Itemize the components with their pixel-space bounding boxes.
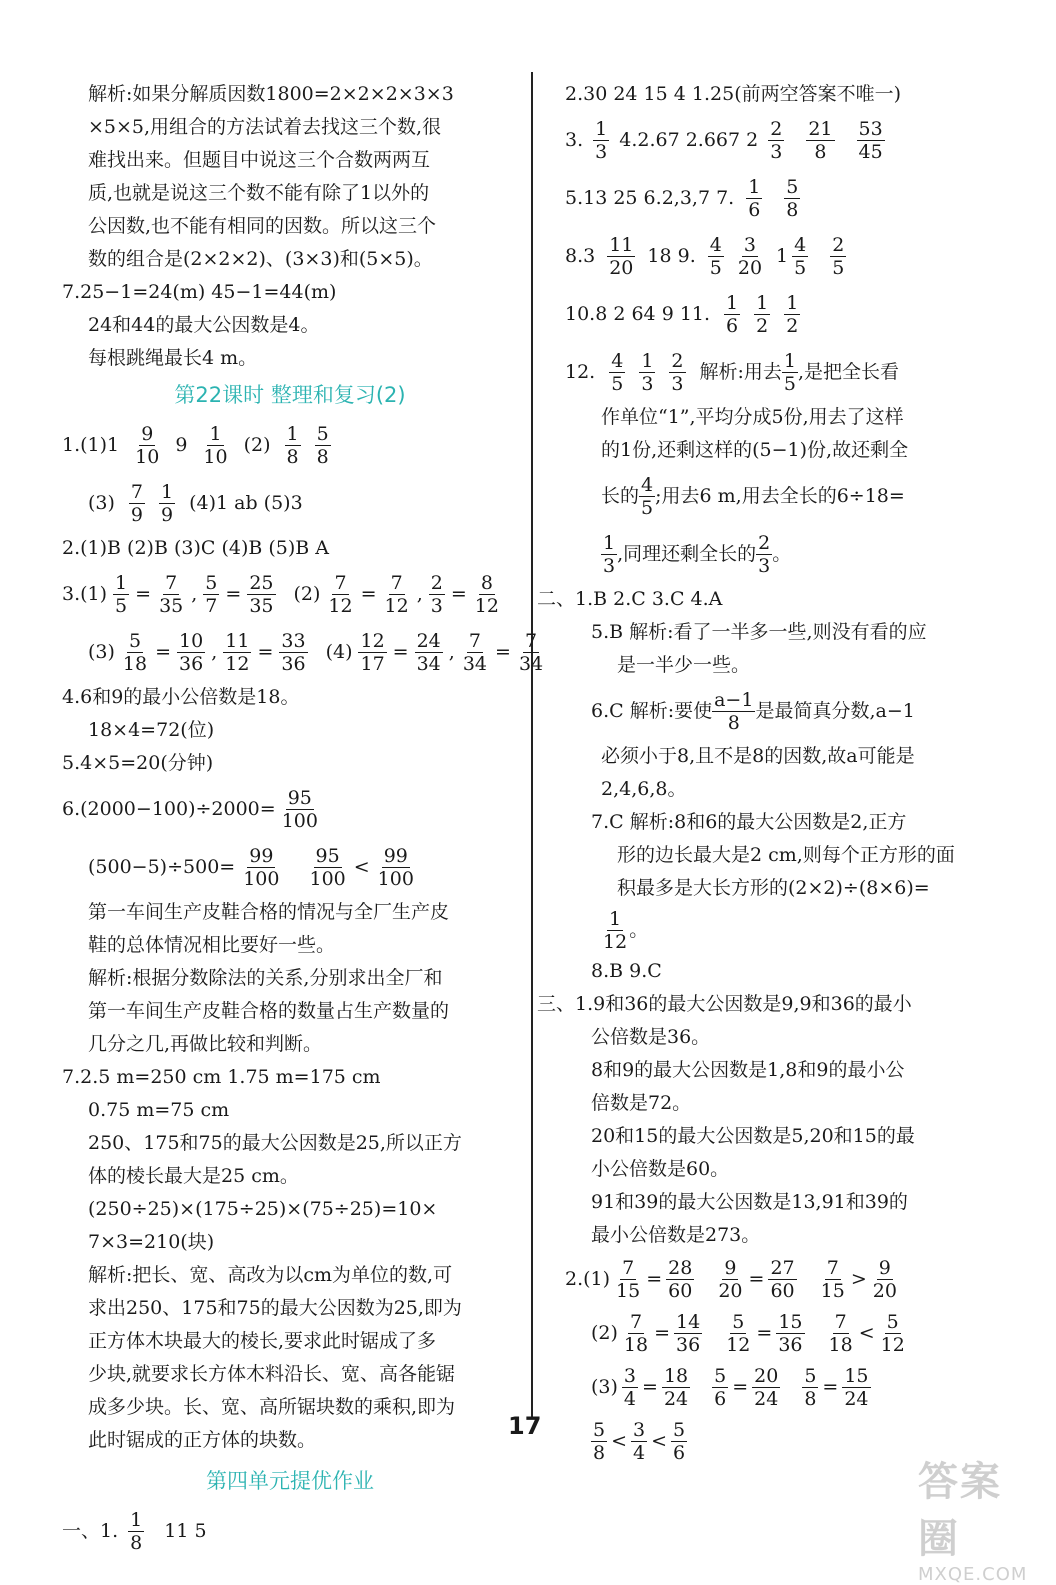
fraction: $\frac{12}{17}$	[360, 629, 385, 675]
answer-label: 1.(1)1	[62, 433, 120, 456]
fraction: $\frac{1}{8}$	[286, 422, 299, 468]
fraction: $\frac{7}{18}$	[828, 1310, 853, 1356]
answer-r12-analysis	[565, 401, 995, 583]
fraction: $\frac{7}{12}$	[328, 571, 353, 617]
answer-r2: 2.30 24 15 4 1.25(前两空答案不唯一)	[565, 83, 902, 105]
answer-text: 9	[175, 433, 188, 456]
fraction: $\frac{1}{12}$	[603, 907, 628, 953]
answer-text: (2)	[243, 433, 271, 456]
text-line: 几分之几,再做比较和判断。	[88, 1033, 323, 1055]
question-7	[62, 276, 518, 375]
answer-4-calc: 18×4=72(位)	[88, 719, 215, 741]
fraction: $\frac{27}{60}$	[770, 1256, 795, 1302]
answer-3-line-b: (3) $\frac{5}{18}$ = $\frac{10}{36}$ , $\frac{11}{12}$ = $\frac{33}{36}$ (4) $\frac{12}{17}$ = $\frac{24}{34}$ , $\frac{7}{34}$ = $\frac{7}{34}$	[88, 629, 544, 675]
text-line: 7.2.5 m=250 cm 1.75 m=175 cm	[62, 1066, 381, 1088]
analysis-inline	[700, 350, 900, 395]
fraction: $\frac{1}{3}$	[603, 531, 616, 577]
fraction: $\frac{2}{3}$	[770, 117, 783, 163]
fraction: $\frac{15}{24}$	[844, 1364, 869, 1410]
text-line: 8和9的最大公因数是1,8和9的最小公	[591, 1059, 905, 1081]
answer-3-line-a: 3.(1) $\frac{1}{5}$ = $\frac{7}{35}$ , $\frac{5}{7}$ = $\frac{25}{35}$ (2) $\frac{7}{12}$ = $\frac{7}{12}$ , $\frac{2}{3}$ = $\frac{8}{12}$	[62, 571, 499, 617]
text-line: 公倍数是36。	[591, 1026, 711, 1048]
fraction: $\frac{4}{5}$	[611, 349, 624, 395]
section-three	[537, 988, 995, 1252]
fraction: $\frac{1}{2}$	[786, 291, 799, 337]
answer-6-line-a	[62, 780, 518, 838]
answer-text: 1	[776, 244, 789, 267]
section-two-q6-cont	[565, 740, 995, 806]
fraction: $\frac{1}{5}$	[115, 571, 128, 617]
fraction: $\frac{1}{3}$	[595, 117, 608, 163]
fraction: $\frac{5}{7}$	[205, 571, 218, 617]
fraction: $\frac{24}{34}$	[416, 629, 441, 675]
column-divider	[531, 72, 533, 1417]
fraction: $\frac{7}{18}$	[623, 1310, 649, 1356]
fraction: $\frac{11}{20}$	[609, 233, 634, 279]
answer-label: 12.	[565, 360, 596, 383]
fraction: $\frac{15}{36}$	[778, 1310, 803, 1356]
fraction: $\frac{18}{24}$	[663, 1364, 689, 1410]
section-two-q6	[565, 682, 995, 740]
fraction: $\frac{1}{6}$	[748, 175, 761, 221]
answer-text: ;用去6 m,用去全长的6÷18=	[655, 484, 905, 507]
text-line: 作单位“1”,平均分成5份,用去了这样	[601, 406, 904, 428]
fraction: $\frac{2}{3}$	[758, 531, 771, 577]
fraction: $\frac{1}{9}$	[161, 480, 174, 526]
text-line: 解析:根据分数除法的关系,分别求出全厂和	[88, 967, 443, 989]
answer-4: 4.6和9的最小公倍数是18。	[62, 686, 300, 708]
watermark-logo	[918, 1450, 1036, 1585]
answer-text: 6.(2000−100)÷2000=	[62, 797, 276, 820]
fraction: $\frac{4}{5}$	[641, 473, 654, 519]
fraction: $\frac{7}{35}$	[159, 571, 184, 617]
text-line: 解析:把长、宽、高改为以cm为单位的数,可	[88, 1264, 453, 1286]
answer-text: (3)	[88, 491, 115, 514]
fraction: $\frac{21}{8}$	[808, 117, 833, 163]
answer-1-line-a	[62, 416, 518, 474]
text-line: 形的边长最大是2 cm,则每个正方形的面	[617, 844, 955, 866]
fraction: $\frac{99}{100}$	[377, 844, 414, 890]
section-three-q2-d: $\frac{5}{8}$ < $\frac{3}{4}$ < $\frac{5}{6}$	[593, 1418, 686, 1464]
page-number: 17	[508, 1412, 542, 1440]
answer-1-line-b	[62, 474, 518, 532]
fraction: $\frac{2}{3}$	[671, 349, 684, 395]
fraction: $\frac{7}{15}$	[616, 1256, 641, 1302]
section-two-q8-9: 8.B 9.C	[591, 960, 662, 982]
fraction: $\frac{1}{6}$	[726, 291, 739, 337]
text-line: 数的组合是(2×2×2)、(3×3)和(5×5)。	[88, 248, 433, 270]
answer-text: 10.8 2 64 9 11.	[565, 302, 711, 325]
answer-r10	[565, 285, 995, 343]
section-three-q2-b: (2) $\frac{7}{18}$ = $\frac{14}{36}$ $\frac{5}{12}$ = $\frac{15}{36}$ $\frac{7}{18}$ < $\frac{5}{12}$	[591, 1310, 905, 1356]
text-line: 5.B 解析:看了一半多一些,则没有看的应	[591, 621, 927, 643]
text-line: 每根跳绳最长4 m。	[88, 347, 258, 369]
text-line: 2,4,6,8。	[601, 778, 687, 800]
text-line: 求出250、175和75的最大公因数为25,即为	[88, 1297, 462, 1319]
fraction: $\frac{5}{12}$	[726, 1310, 751, 1356]
text-line: ×5×5,用组合的方法试着去找这三个数,很	[88, 116, 442, 138]
answer-label: 一、1.	[62, 1519, 119, 1542]
text-line: 质,也就是说这三个数不能有除了1以外的	[88, 182, 430, 204]
text-line: 7.25−1=24(m) 45−1=44(m)	[62, 281, 337, 303]
fraction: $\frac{10}{36}$	[179, 629, 204, 675]
watermark-text: 答案圈	[918, 1459, 1002, 1562]
fraction: $\frac{7}{12}$	[384, 571, 409, 617]
watermark-site: MXQE.COM	[918, 1564, 1028, 1585]
text-line: 最小公倍数是273。	[591, 1224, 761, 1246]
section-heading: 第22课时 整理和复习(2)	[174, 383, 406, 407]
answer-text: 解析:用去	[699, 360, 782, 383]
fraction: $\frac{2}{3}$	[430, 571, 443, 617]
answer-5: 5.4×5=20(分钟)	[62, 752, 214, 774]
text-line: 0.75 m=75 cm	[88, 1099, 230, 1121]
answer-label: (3)	[88, 640, 115, 663]
fraction: $\frac{a-1}{8}$	[714, 688, 754, 734]
answer-text: 6.C 解析:要使	[591, 699, 713, 722]
analysis-block-1	[62, 78, 518, 276]
text-line: 难找出来。但题目中说这三个合数两两互	[88, 149, 431, 171]
fraction: $\frac{1}{8}$	[130, 1508, 143, 1554]
answer-text: (4)1 ab (5)3	[189, 491, 303, 514]
text-line: 倍数是72。	[591, 1092, 692, 1114]
fraction: $\frac{5}{8}$	[804, 1364, 817, 1410]
fraction: $\frac{8}{12}$	[474, 571, 499, 617]
answer-r3	[565, 111, 995, 169]
answer-r12	[565, 343, 995, 401]
fraction: $\frac{4}{5}$	[709, 233, 722, 279]
fraction: $\frac{2}{5}$	[832, 233, 845, 279]
answer-text: 5.13 25 6.2,3,7 7.	[565, 186, 735, 209]
answer-text: 。	[629, 918, 649, 941]
text-line: 小公倍数是60。	[591, 1158, 730, 1180]
fraction: $\frac{5}{8}$	[316, 422, 329, 468]
answer-text: (2)	[293, 582, 321, 605]
answer-text: (500−5)÷500=	[88, 855, 236, 878]
fraction: $\frac{5}{18}$	[122, 629, 148, 675]
text-line: 7.C 解析:8和6的最大公因数是2,正方	[591, 811, 907, 833]
fraction: $\frac{1}{5}$	[783, 349, 796, 395]
text-line: 的1份,还剩这样的(5−1)份,故还剩全	[601, 439, 909, 461]
text-line: 20和15的最大公因数是5,20和15的最	[591, 1125, 915, 1147]
section-two-q7	[565, 806, 995, 905]
text-line: 积最多是大长方形的(2×2)÷(8×6)=	[617, 877, 930, 899]
fraction: $\frac{5}{12}$	[880, 1310, 905, 1356]
fraction: $\frac{14}{36}$	[676, 1310, 701, 1356]
answer-6-line-b: (500−5)÷500= $\frac{99}{100}$ $\frac{95}{100}$ < $\frac{99}{100}$	[88, 844, 414, 890]
section-two-answers: 二、1.B 2.C 3.C 4.A	[537, 588, 723, 610]
section-heading: 第四单元提优作业	[206, 1469, 374, 1493]
fraction: $\frac{20}{24}$	[754, 1364, 779, 1410]
answer-7-analysis	[62, 1259, 518, 1457]
section-two-q7-fraction	[565, 905, 995, 955]
answer-7	[62, 1061, 518, 1259]
answer-text: 长的	[601, 484, 640, 507]
fraction: $\frac{4}{5}$	[794, 233, 807, 279]
text-line: 正方体木块最大的棱长,要求此时锯成了多	[88, 1330, 437, 1352]
answer-6-conclusion	[62, 896, 518, 1061]
fraction: $\frac{5}{6}$	[714, 1364, 727, 1410]
answer-text: 18 9.	[647, 244, 696, 267]
text-line: 公因数,也不能有相同的因数。所以这三个	[88, 215, 437, 237]
section-three-q2-a: 2.(1) $\frac{7}{15}$ = $\frac{28}{60}$ $\frac{9}{20}$ = $\frac{27}{60}$ $\frac{7}{15}$ > $\frac{9}{20}$	[565, 1256, 897, 1302]
text-line: (250÷25)×(175÷25)×(75÷25)=10×	[88, 1198, 438, 1220]
fraction: $\frac{7}{34}$	[462, 629, 488, 675]
fraction: $\frac{1}{3}$	[641, 349, 654, 395]
fraction: $\frac{33}{36}$	[281, 629, 306, 675]
fraction: $\frac{7}{9}$	[130, 480, 144, 526]
fraction: $\frac{9}{20}$	[872, 1256, 897, 1302]
text-line: 鞋的总体情况相比要好一些。	[88, 934, 336, 956]
text-line: 少块,就要求长方体木料沿长、宽、高各能锯	[88, 1363, 456, 1385]
text-line: 91和39的最大公因数是13,91和39的	[591, 1191, 908, 1213]
text-line: 250、175和75的最大公因数是25,所以正方	[88, 1132, 462, 1154]
text-line: 是一半少一些。	[617, 654, 751, 676]
fraction: $\frac{53}{45}$	[858, 117, 883, 163]
fraction: $\frac{3}{4}$	[633, 1418, 646, 1464]
answer-text: 11 5	[164, 1519, 207, 1542]
text-line: 第一车间生产皮鞋合格的数量占生产数量的	[88, 1000, 450, 1022]
text-line: 必须小于8,且不是8的因数,故a可能是	[601, 745, 915, 767]
fraction: $\frac{5}{6}$	[673, 1418, 686, 1464]
section-two-q5	[565, 616, 995, 682]
fraction: $\frac{7}{34}$	[518, 629, 544, 675]
final-answer-line	[62, 1502, 518, 1560]
fraction: $\frac{5}{8}$	[593, 1418, 606, 1464]
text-line	[601, 467, 995, 525]
text-line: 7×3=210(块)	[88, 1231, 215, 1253]
left-column	[62, 78, 544, 1560]
fraction: $\frac{95}{100}$	[281, 786, 318, 832]
fraction: $\frac{3}{20}$	[737, 233, 763, 279]
text-line	[601, 525, 995, 583]
text-line: 24和44的最大公因数是4。	[88, 314, 320, 336]
text-line: 体的棱长最大是25 cm。	[88, 1165, 299, 1187]
fraction: $\frac{9}{10}$	[135, 422, 160, 468]
answer-label: 3.(1)	[62, 582, 108, 605]
answer-label: 2.(1)	[565, 1267, 611, 1290]
text-line: 成多少块。长、宽、高所锯块数的乘积,即为	[88, 1396, 456, 1418]
fraction: $\frac{28}{60}$	[668, 1256, 693, 1302]
text-line: 第一车间生产皮鞋合格的情况与全厂生产皮	[88, 901, 450, 923]
answer-r5	[565, 169, 995, 227]
fraction: $\frac{1}{2}$	[756, 291, 769, 337]
fraction: $\frac{9}{20}$	[718, 1256, 743, 1302]
fraction: $\frac{5}{8}$	[786, 175, 799, 221]
answer-2: 2.(1)B (2)B (3)C (4)B (5)B A	[62, 537, 330, 559]
answer-text: 是最简真分数,a−1	[755, 699, 915, 722]
fraction: $\frac{11}{12}$	[225, 629, 250, 675]
answer-text: ,是把全长看	[798, 360, 900, 383]
answer-label: 3.	[565, 128, 584, 151]
section-three-q2-c: (3) $\frac{3}{4}$ = $\frac{18}{24}$ $\frac{5}{6}$ = $\frac{20}{24}$ $\frac{5}{8}$ = $\frac{15}{24}$	[591, 1364, 869, 1410]
text-line: 三、1.9和36的最大公因数是9,9和36的最小	[537, 993, 912, 1015]
text-line: 此时锯成的正方体的块数。	[88, 1429, 317, 1451]
fraction: $\frac{95}{100}$	[309, 844, 346, 890]
answer-text: 4.2.67 2.667 2	[619, 128, 759, 151]
fraction: $\frac{1}{10}$	[203, 422, 228, 468]
text-line: 解析:如果分解质因数1800=2×2×2×3×3	[88, 83, 454, 105]
fraction: $\frac{99}{100}$	[243, 844, 280, 890]
answer-r8	[565, 227, 995, 285]
fraction: $\frac{7}{15}$	[820, 1256, 845, 1302]
answer-text: ,同理还剩全长的	[617, 542, 757, 565]
fraction: $\frac{3}{4}$	[623, 1364, 637, 1410]
answer-label: (3)	[591, 1375, 618, 1398]
fraction: $\frac{25}{35}$	[249, 571, 274, 617]
answer-label: (2)	[591, 1321, 618, 1344]
answer-text: 。	[772, 542, 792, 565]
answer-text: 8.3	[565, 244, 596, 267]
answer-text: (4)	[325, 640, 353, 663]
right-column	[537, 78, 995, 1468]
